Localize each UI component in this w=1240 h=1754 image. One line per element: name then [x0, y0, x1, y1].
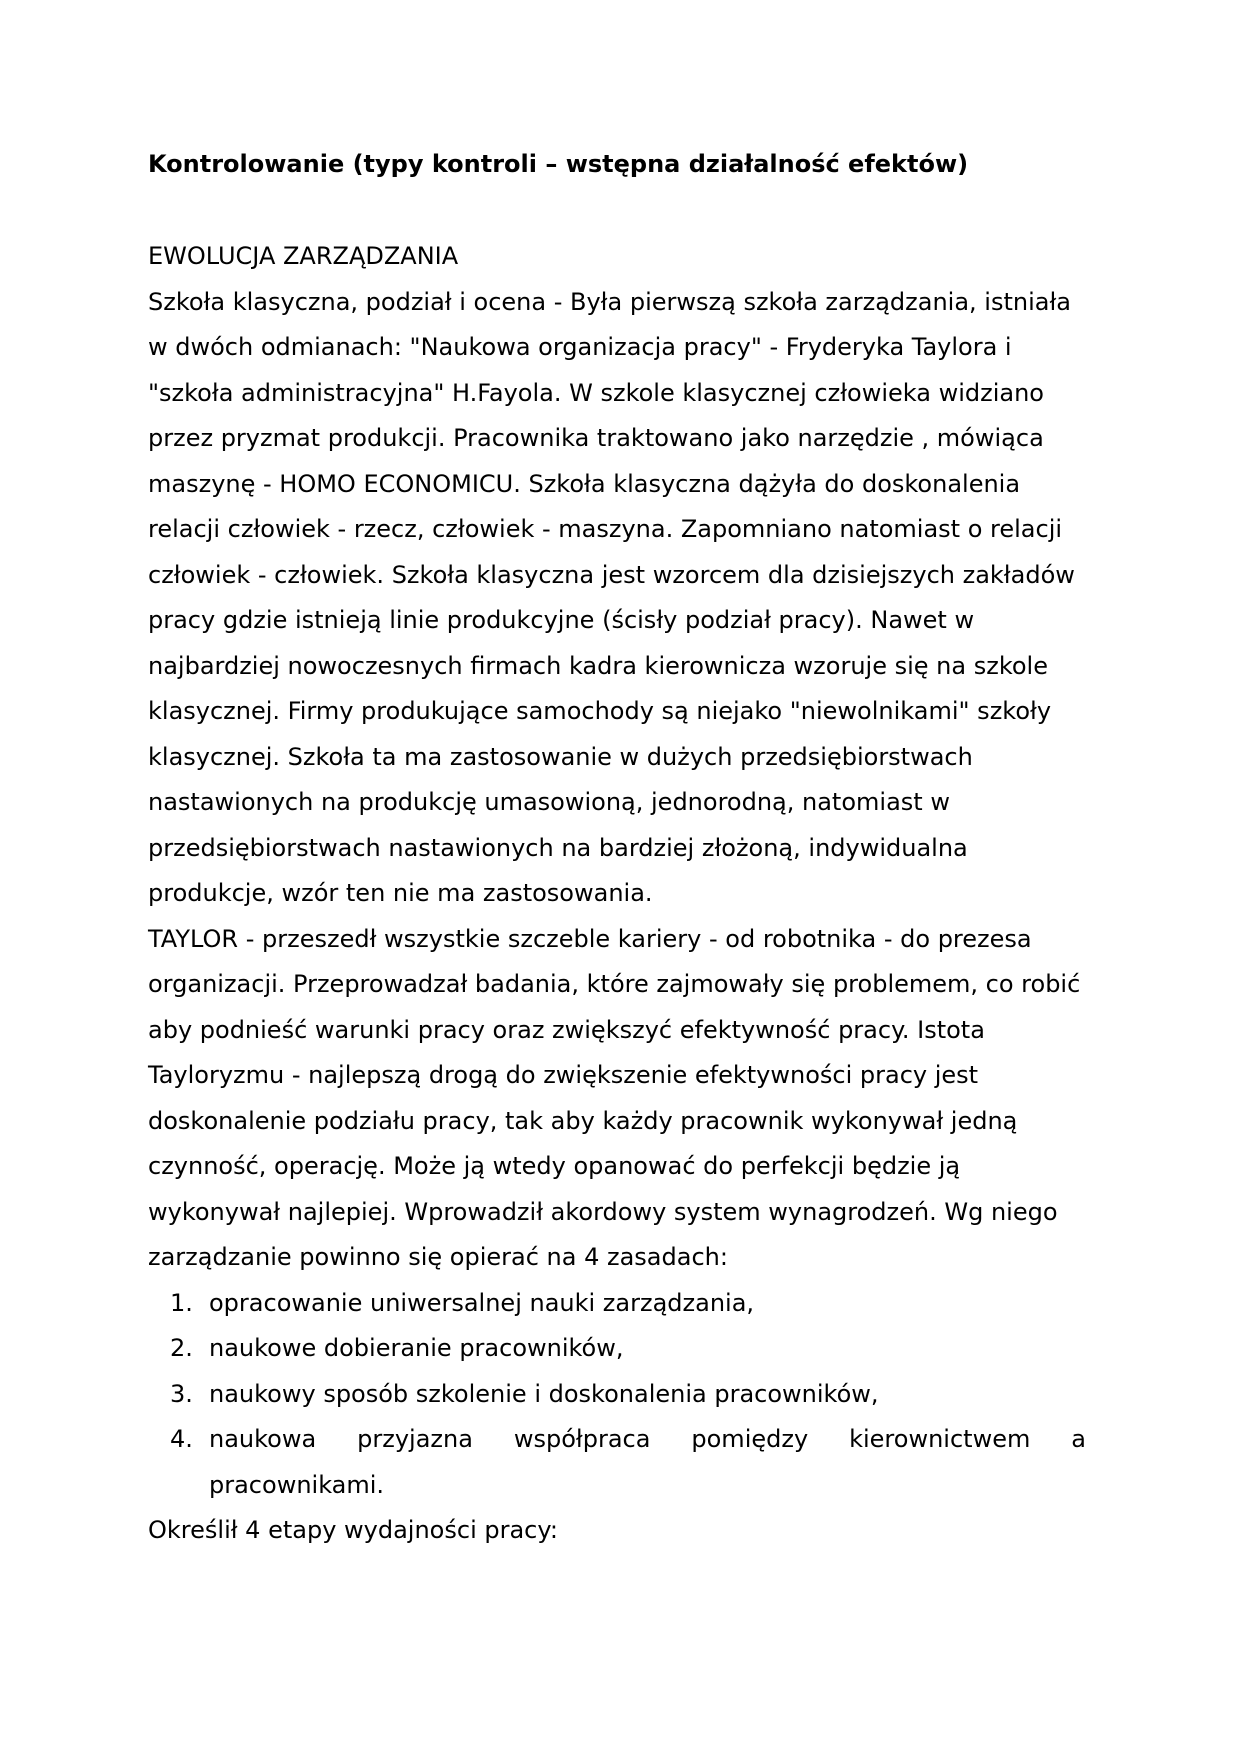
paragraph-classical-school: Szkoła klasyczna, podział i ocena - Była pierwszą szkoła zarządzania, istniała w dwóch odmianach: "Naukowa organizacja pracy" - Fryderyka Taylora i "szkoła administracyjna" H.Fayola. W szkole klasycznej człowieka widziano przez pryzmat produkcji. Pracownika traktowano jako narzędzie , mówiąca maszynę - HOMO ECONOMICU. Szkoła klasyczna dążyła do doskonalenia relacji człowiek - rzecz, człowiek - maszyna. Zapomniano natomiast o relacji człowiek - człowiek. Szkoła klasyczna jest wzorcem dla dzisiejszych zakładów pracy gdzie istnieją linie produkcyjne (ścisły podział pracy). Nawet w najbardziej nowoczesnych firmach kadra kierownicza wzoruje się na szkole klasycznej. Firmy produkujące samochody są niejako "niewolnikami" szkoły klasycznej. Szkoła ta ma zastosowanie w dużych przedsiębiorstwach nastawionych na produkcję umasowioną, jednorodną, natomiast w przedsiębiorstwach nastawionych na bardziej złożoną, indywidualna produkcje, wzór ten nie ma zastosowania.	[148, 287, 1075, 907]
section-heading: EWOLUCJA ZARZĄDZANIA	[148, 242, 459, 270]
list-item: naukowy sposób szkolenie i doskonalenia pracowników,	[209, 1379, 879, 1408]
document-title: Kontrolowanie (typy kontroli – wstępna działalność efektów)	[148, 150, 969, 178]
paragraph-taylor: TAYLOR - przeszedł wszystkie szczeble kariery - od robotnika - do prezesa organizacji. Przeprowadzał badania, które zajmowały się problemem, co robić aby podnieść warunki pracy oraz zwiększyć efektywność pracy. Istota Tayloryzmu - najlepszą drogą do zwiększenie efektywności pracy jest doskonalenie podziału pracy, tak aby każdy pracownik wykonywał jedną czynność, operację. Może ją wtedy opanować do perfekcji będzie ją wykonywał najlepiej. Wprowadził akordowy system wynagrodzeń. Wg niego zarządzanie powinno się opierać na 4 zasadach:	[148, 924, 1081, 1271]
document-page	[148, 0, 1086, 1754]
list-item: opracowanie uniwersalnej nauki zarządzania,	[209, 1288, 755, 1317]
principles-list	[148, 1281, 1086, 1509]
document-body	[148, 234, 1086, 1554]
list-item: naukowe dobieranie pracowników,	[209, 1334, 624, 1362]
list-item: naukowa przyjazna współpraca pomiędzy kierownictwem a pracownikami.	[209, 1425, 1086, 1499]
closing-line: Określił 4 etapy wydajności pracy:	[148, 1516, 558, 1544]
